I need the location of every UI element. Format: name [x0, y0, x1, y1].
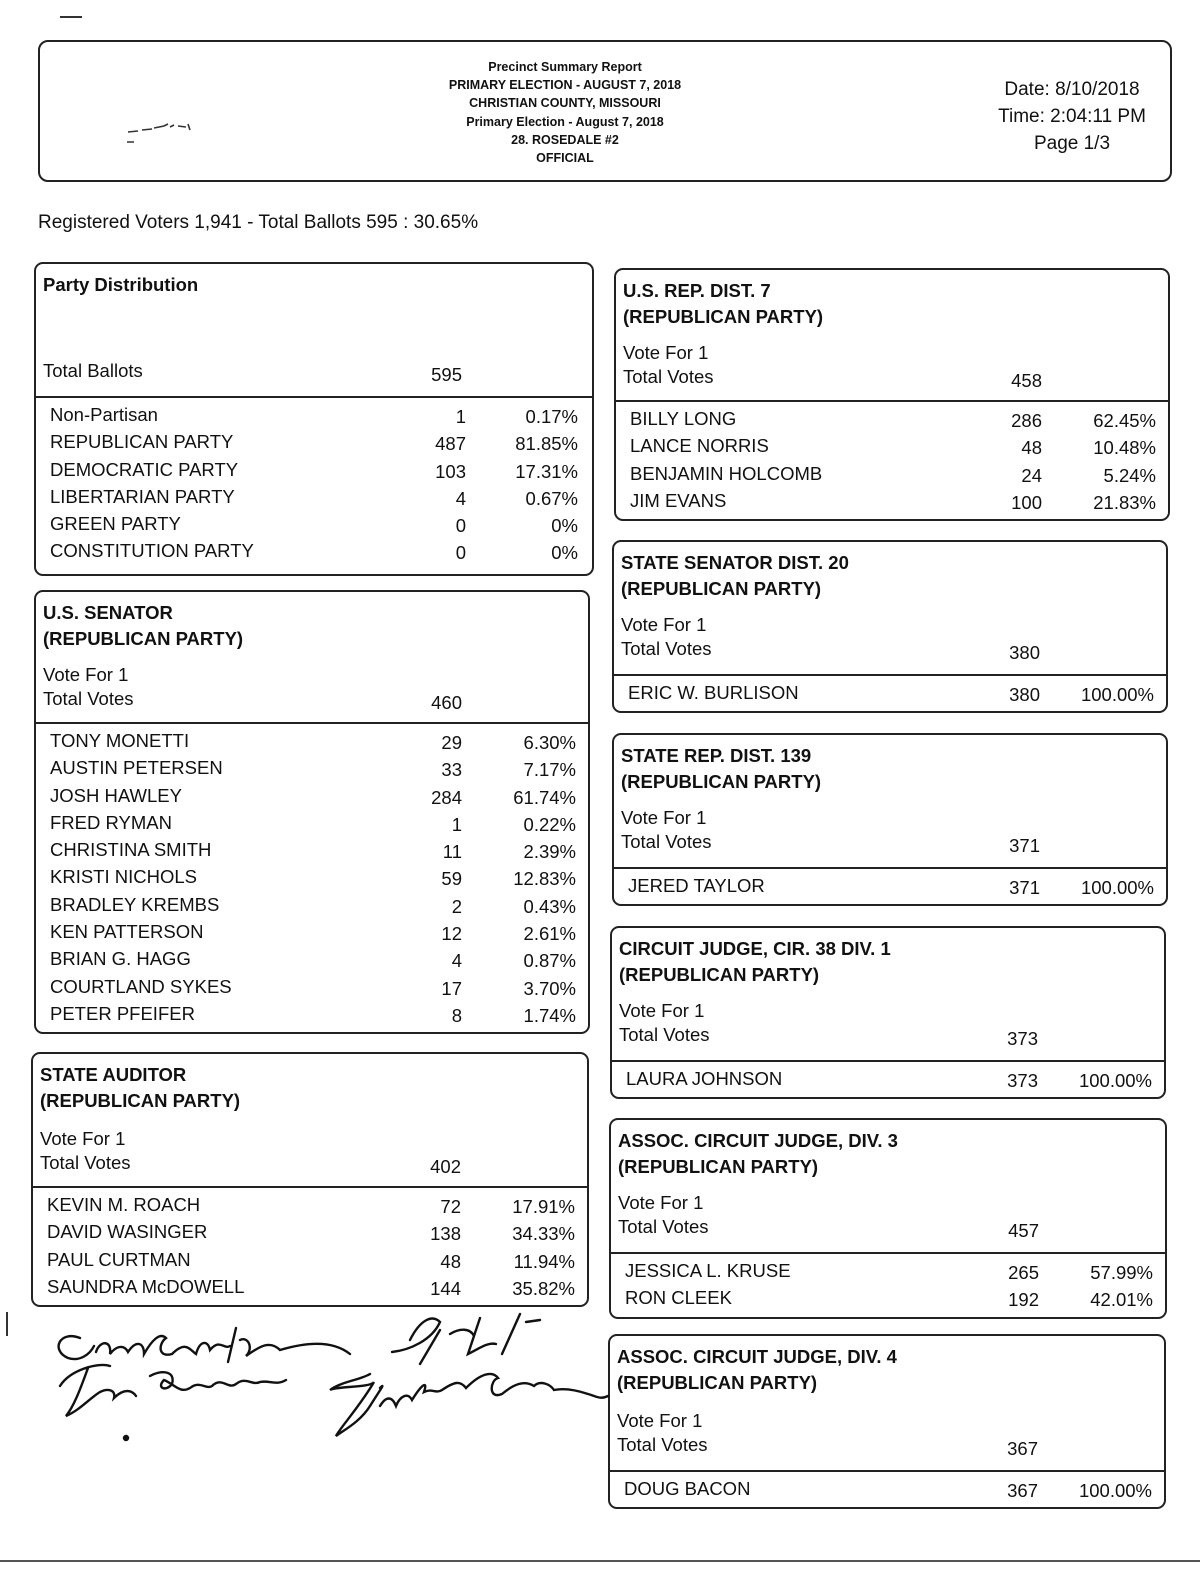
registered-voters-summary: Registered Voters 1,941 - Total Ballots 595 : 30.65% [38, 212, 479, 233]
candidate-row [36, 730, 588, 757]
candidate-votes: 265 [1008, 1262, 1039, 1283]
total-votes-label: Total Votes [619, 1024, 710, 1045]
party-ballots: 0 [455, 515, 466, 537]
party-distribution-box [34, 262, 594, 576]
candidate-name: BILLY LONG [630, 408, 737, 429]
race-title [618, 1128, 898, 1180]
vote-for-label: Vote For 1 [618, 1192, 704, 1213]
candidate-votes: 371 [1009, 877, 1040, 898]
candidate-name: DAVID WASINGER [47, 1221, 208, 1243]
race-box [34, 590, 590, 1034]
candidate-votes: 48 [440, 1250, 461, 1272]
county-name: CHRISTIAN COUNTY, MISSOURI [469, 96, 661, 111]
candidate-row [33, 1194, 587, 1221]
candidate-votes: 29 [441, 732, 462, 753]
race-party: (REPUBLICAN PARTY) [621, 771, 822, 792]
race-box [609, 1118, 1167, 1319]
candidate-percent: 21.83% [1093, 491, 1156, 513]
candidate-percent: 5.24% [1103, 464, 1156, 486]
candidate-name: JESSICA L. KRUSE [625, 1260, 791, 1281]
candidate-name: JIM EVANS [630, 489, 727, 511]
race-party: (REPUBLICAN PARTY) [621, 578, 822, 599]
candidate-votes: 8 [451, 1004, 462, 1026]
candidate-row [616, 490, 1168, 517]
candidate-rows [36, 724, 588, 1030]
party-ballots: 4 [455, 487, 466, 509]
table-row [36, 486, 592, 513]
table-row [36, 431, 592, 458]
candidate-rows [611, 1254, 1165, 1315]
party-ballots: 103 [435, 460, 466, 482]
candidate-row [36, 812, 588, 839]
candidate-percent: 62.45% [1093, 410, 1156, 431]
party-percent: 0.17% [525, 406, 578, 427]
candidate-name: KRISTI NICHOLS [50, 866, 197, 888]
candidate-percent: 100.00% [1080, 684, 1154, 705]
race-party: (REPUBLICAN PARTY) [40, 1090, 241, 1111]
race-box [31, 1052, 589, 1307]
total-votes-value: 457 [1008, 1220, 1039, 1241]
candidate-row [610, 1478, 1164, 1505]
total-votes-label: Total Votes [621, 831, 712, 852]
candidate-percent: 2.61% [523, 923, 576, 945]
vote-for-label: Vote For 1 [623, 342, 709, 363]
total-ballots-value: 595 [431, 364, 462, 385]
candidate-rows [614, 676, 1166, 709]
report-time: Time: 2:04:11 PM [998, 106, 1146, 127]
candidate-row [36, 757, 588, 784]
race-office: U.S. REP. DIST. 7 [623, 280, 771, 301]
candidate-row [611, 1260, 1165, 1287]
party-percent: 0.67% [525, 487, 578, 509]
candidate-votes: 11 [442, 841, 462, 863]
candidate-percent: 12.83% [513, 868, 576, 890]
election-name: PRIMARY ELECTION - AUGUST 7, 2018 [448, 78, 682, 93]
total-votes-label: Total Votes [617, 1434, 708, 1455]
candidate-percent: 34.33% [512, 1223, 575, 1245]
race-box [608, 1334, 1166, 1509]
party-name: DEMOCRATIC PARTY [50, 458, 239, 480]
candidate-name: DOUG BACON [624, 1478, 751, 1499]
race-office: U.S. SENATOR [43, 602, 173, 623]
candidate-percent: 42.01% [1090, 1289, 1153, 1311]
scan-mark-icon [124, 118, 204, 148]
candidate-percent: 7.17% [523, 759, 576, 781]
report-header [38, 40, 1172, 182]
race-party: (REPUBLICAN PARTY) [43, 628, 244, 649]
report-title-block [340, 58, 790, 167]
candidate-row [33, 1276, 587, 1303]
candidate-votes: 138 [430, 1223, 461, 1245]
candidate-votes: 373 [1007, 1070, 1038, 1091]
party-ballots: 0 [455, 542, 466, 564]
candidate-percent: 0.22% [523, 813, 576, 835]
candidate-row [36, 948, 588, 975]
election-subtitle: Primary Election - August 7, 2018 [466, 114, 664, 129]
race-title [40, 1062, 240, 1114]
race-party: (REPUBLICAN PARTY) [623, 306, 824, 327]
candidate-percent: 0.43% [523, 895, 576, 917]
race-title [621, 743, 821, 795]
candidate-name: LAURA JOHNSON [626, 1068, 783, 1089]
race-title [623, 278, 823, 330]
page-number: Page 1/3 [1033, 133, 1111, 154]
candidate-name: COURTLAND SYKES [50, 975, 232, 997]
candidate-rows [614, 869, 1166, 902]
candidate-row [36, 785, 588, 812]
candidate-name: FRED RYMAN [50, 811, 172, 833]
candidate-name: PETER PFEIFER [50, 1002, 195, 1024]
candidate-name: KEVIN M. ROACH [47, 1194, 201, 1215]
candidate-name: BRADLEY KREMBS [50, 893, 220, 915]
party-ballots: 487 [435, 433, 466, 455]
total-ballots-label: Total Ballots [43, 360, 143, 381]
vote-for-label: Vote For 1 [619, 1000, 705, 1021]
candidate-name: PAUL CURTMAN [47, 1248, 191, 1270]
race-box [614, 268, 1170, 521]
candidate-name: JERED TAYLOR [628, 875, 765, 896]
table-row [36, 513, 592, 540]
candidate-votes: 48 [1021, 437, 1042, 459]
party-ballots: 1 [455, 406, 466, 427]
candidate-row [36, 976, 588, 1003]
report-meta [982, 76, 1162, 157]
candidate-name: CHRISTINA SMITH [50, 839, 212, 861]
party-name: Non-Partisan [50, 404, 158, 425]
candidate-row [614, 682, 1166, 709]
total-votes-value: 373 [1007, 1028, 1038, 1049]
candidate-percent: 1.74% [523, 1004, 576, 1026]
candidate-votes: 59 [441, 868, 462, 890]
candidate-name: SAUNDRA McDOWELL [47, 1275, 245, 1297]
candidate-percent: 11.94% [513, 1250, 575, 1272]
signatures-image [40, 1310, 610, 1470]
candidate-votes: 192 [1008, 1289, 1039, 1311]
official-label: OFFICIAL [536, 151, 594, 166]
candidate-percent: 3.70% [523, 977, 576, 999]
candidate-rows [612, 1062, 1164, 1095]
race-office: ASSOC. CIRCUIT JUDGE, DIV. 3 [618, 1130, 898, 1151]
race-title [617, 1344, 897, 1396]
candidate-name: KEN PATTERSON [50, 921, 204, 943]
candidate-votes: 4 [451, 950, 462, 972]
race-office: STATE AUDITOR [40, 1064, 187, 1085]
candidate-name: RON CLEEK [625, 1287, 732, 1309]
total-votes-value: 402 [430, 1156, 461, 1177]
candidate-row [616, 408, 1168, 435]
total-votes-value: 367 [1007, 1438, 1038, 1459]
total-votes-label: Total Votes [43, 688, 134, 709]
candidate-votes: 367 [1007, 1480, 1038, 1501]
race-office: ASSOC. CIRCUIT JUDGE, DIV. 4 [617, 1346, 897, 1367]
scan-edge-mark [6, 1312, 8, 1336]
race-office: CIRCUIT JUDGE, CIR. 38 DIV. 1 [619, 938, 891, 959]
candidate-votes: 24 [1021, 464, 1042, 486]
party-percent: 81.85% [515, 433, 578, 455]
vote-for-label: Vote For 1 [43, 664, 129, 685]
candidate-percent: 10.48% [1093, 437, 1156, 459]
candidate-name: ERIC W. BURLISON [628, 682, 799, 703]
total-votes-label: Total Votes [40, 1152, 131, 1173]
candidate-votes: 1 [451, 813, 462, 835]
total-votes-value: 458 [1011, 370, 1042, 391]
race-box [612, 733, 1168, 906]
total-votes-value: 371 [1009, 835, 1040, 856]
candidate-row [36, 866, 588, 893]
candidate-row [33, 1249, 587, 1276]
party-name: CONSTITUTION PARTY [50, 540, 254, 562]
party-name: LIBERTARIAN PARTY [50, 485, 235, 507]
candidate-name: TONY MONETTI [50, 730, 190, 751]
candidate-percent: 57.99% [1090, 1262, 1153, 1283]
candidate-row [611, 1287, 1165, 1314]
candidate-votes: 72 [440, 1196, 461, 1217]
race-title [619, 936, 891, 988]
candidate-percent: 61.74% [513, 786, 576, 808]
candidate-percent: 17.91% [512, 1196, 575, 1217]
race-box [612, 540, 1168, 713]
candidate-votes: 380 [1009, 684, 1040, 705]
party-percent: 0% [551, 542, 578, 564]
party-distribution-title: Party Distribution [43, 274, 199, 295]
total-votes-value: 460 [431, 692, 462, 713]
candidate-row [36, 1003, 588, 1030]
race-party: (REPUBLICAN PARTY) [619, 964, 820, 985]
race-party: (REPUBLICAN PARTY) [618, 1156, 819, 1177]
candidate-percent: 6.30% [523, 732, 576, 753]
candidate-percent: 0.87% [523, 950, 576, 972]
candidate-name: AUSTIN PETERSEN [50, 757, 223, 779]
candidate-name: BRIAN G. HAGG [50, 948, 191, 970]
candidate-rows [33, 1188, 587, 1303]
candidate-row [612, 1068, 1164, 1095]
table-row [36, 540, 592, 567]
total-votes-label: Total Votes [621, 638, 712, 659]
candidate-percent: 2.39% [523, 841, 576, 863]
candidate-votes: 286 [1011, 410, 1042, 431]
table-row [36, 459, 592, 486]
party-percent: 17.31% [515, 460, 578, 482]
candidate-percent: 35.82% [512, 1277, 575, 1299]
race-office: STATE REP. DIST. 139 [621, 745, 812, 766]
candidate-rows [610, 1472, 1164, 1505]
candidate-row [33, 1221, 587, 1248]
race-title [43, 600, 243, 652]
race-title [621, 550, 849, 602]
race-box [610, 926, 1166, 1099]
candidate-row [36, 894, 588, 921]
candidate-votes: 17 [441, 977, 462, 999]
party-percent: 0% [551, 515, 578, 537]
total-votes-value: 380 [1009, 642, 1040, 663]
race-office: STATE SENATOR DIST. 20 [621, 552, 849, 573]
candidate-row [36, 921, 588, 948]
candidate-row [616, 435, 1168, 462]
vote-for-label: Vote For 1 [621, 807, 707, 828]
candidate-row [614, 875, 1166, 902]
report-title: Precinct Summary Report [488, 60, 642, 74]
candidate-votes: 2 [451, 895, 462, 917]
candidate-votes: 12 [441, 923, 462, 945]
candidate-percent: 100.00% [1078, 1070, 1152, 1091]
scan-edge-mark [60, 16, 82, 18]
party-name: GREEN PARTY [50, 513, 181, 535]
vote-for-label: Vote For 1 [621, 614, 707, 635]
party-name: REPUBLICAN PARTY [50, 431, 234, 453]
precinct-name: 28. ROSEDALE #2 [511, 132, 619, 147]
race-party: (REPUBLICAN PARTY) [617, 1372, 818, 1393]
candidate-votes: 144 [430, 1277, 461, 1299]
candidate-rows [616, 402, 1168, 517]
total-votes-label: Total Votes [618, 1216, 709, 1237]
candidate-row [616, 463, 1168, 490]
table-row [36, 404, 592, 431]
candidate-percent: 100.00% [1078, 1480, 1152, 1501]
candidate-votes: 284 [431, 786, 462, 808]
candidate-row [36, 839, 588, 866]
candidate-votes: 33 [441, 759, 462, 781]
candidate-votes: 100 [1011, 491, 1042, 513]
candidate-name: LANCE NORRIS [630, 435, 769, 457]
vote-for-label: Vote For 1 [617, 1410, 703, 1431]
candidate-percent: 100.00% [1080, 877, 1154, 898]
candidate-name: BENJAMIN HOLCOMB [630, 462, 823, 484]
report-date: Date: 8/10/2018 [1004, 79, 1140, 100]
total-votes-label: Total Votes [623, 366, 714, 387]
party-rows [36, 398, 592, 568]
scan-edge-line [0, 1560, 1200, 1562]
candidate-name: JOSH HAWLEY [50, 784, 182, 806]
vote-for-label: Vote For 1 [40, 1128, 126, 1149]
